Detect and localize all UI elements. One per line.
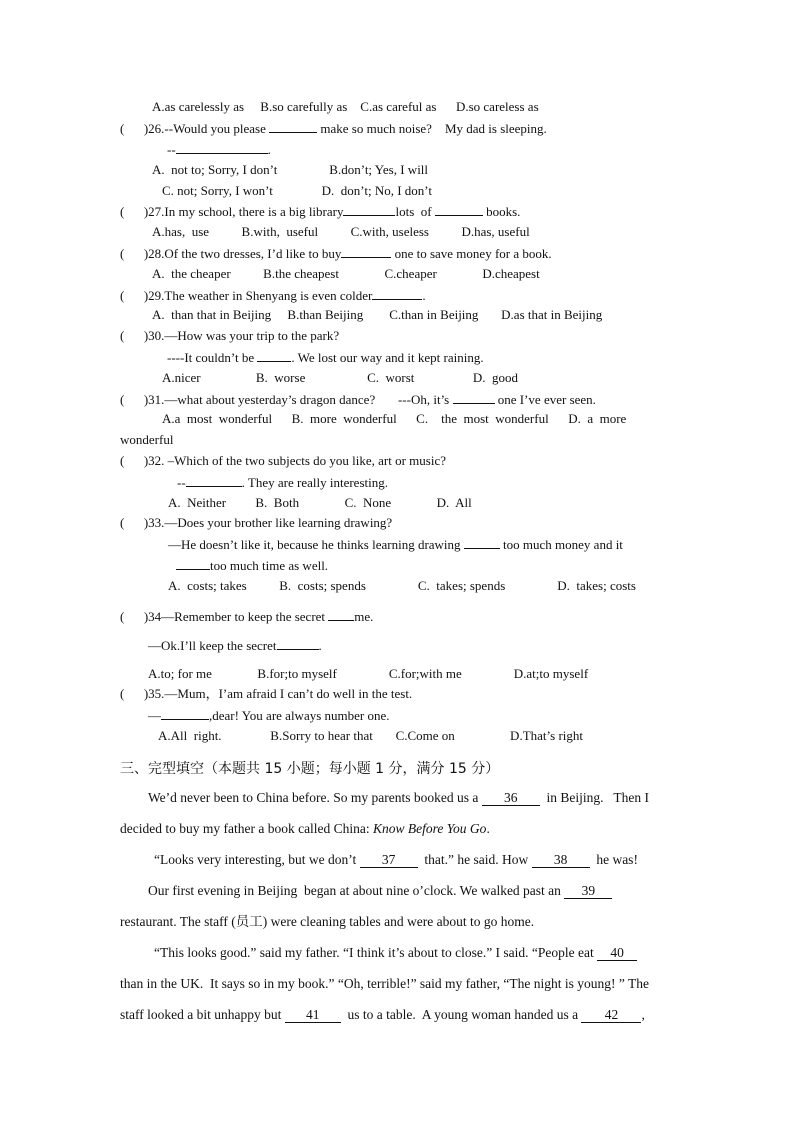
q26-reply: -- . [167,142,271,157]
q28-options: A. the cheaper B.the cheapest C.cheaper D.cheapest [152,266,540,281]
q34-options: A.to; for me B.for;to myself C.for;with me D.at;to myself [148,666,589,681]
blank-37[interactable]: 37 [360,853,418,868]
blank-36[interactable]: 36 [482,791,540,806]
passage-line-7: than in the UK. It says so in my book.” “Oh, terrible!” said my father, “The night is young! ” The [120,976,649,991]
q33-reply-b: too much time as well. [176,557,328,574]
q31-stem: ( )31.—what about yesterday’s dragon dance? ---Oh, it’s one I’ve ever seen. [120,392,596,407]
q35-stem: ( )35.—Mum，I’am afraid I can’t do well in the test. [120,686,413,701]
passage-line-1: We’d never been to China before. So my parents booked us a 36 in Beijing. Then I [148,790,649,805]
q29-options: A. than that in Beijing B.than Beijing C.than in Beijing D.as that in Beijing [152,307,603,322]
passage-line-3: “Looks very interesting, but we don’t 37 that.” he said. How 38 he was! [154,852,638,867]
section-title: 三、完型填空（本题共 15 小题；每小题 1 分，满分 15 分） [120,761,500,777]
q35-options: A.All right. B.Sorry to hear that C.Come on D.That’s right [158,728,583,743]
q32-options: A. Neither B. Both C. None D. All [168,495,472,510]
q28-stem: ( )28.Of the two dresses, I’d like to buy one to save money for a book. [120,246,552,261]
q34-stem: ( )34—Remember to keep the secret me. [120,609,374,624]
q26-options-b: C. not; Sorry, I won’t D. don’t; No, I don’t [162,183,432,198]
blank-39[interactable]: 39 [564,884,612,899]
passage-line-2: decided to buy my father a book called China: Know Before You Go. [120,821,490,836]
q30-options: A.nicer B. worse C. worst D. good [162,370,519,385]
q31-options-a: A.a most wonderful B. more wonderful C. the most wonderful D. a more [162,411,627,426]
passage-line-5: restaurant. The staff (员工) were cleaning tables and were about to go home. [120,914,535,929]
blank-38[interactable]: 38 [532,853,590,868]
blank-40[interactable]: 40 [597,946,637,961]
q31-options-b: wonderful [120,432,174,447]
q25-options: A.as carelessly as B.so carefully as C.as careful as D.so careless as [152,99,539,114]
passage-line-6: “This looks good.” said my father. “I think it’s about to close.” I said. “People eat 40 [154,945,637,961]
q33-reply-a: —He doesn’t like it, because he thinks learning drawing too much money and it [168,537,623,552]
q34-reply: —Ok.I’ll keep the secret . [148,638,322,653]
passage-line-4: Our first evening in Beijing began at about nine o’clock. We walked past an 39 [148,883,612,899]
passage-line-8: staff looked a bit unhappy but 41 us to a table. A young woman handed us a 42 , [120,1007,645,1022]
q33-options: A. costs; takes B. costs; spends C. takes; spends D. takes; costs [168,578,636,593]
q29-stem: ( )29.The weather in Shenyang is even colder . [120,288,426,303]
q32-reply: -- . They are really interesting. [177,475,388,490]
blank-41[interactable]: 41 [285,1008,341,1023]
q26-stem: ( )26.--Would you please make so much noise? My dad is sleeping. [120,121,547,136]
q30-reply: ----It couldn’t be . We lost our way and it kept raining. [167,350,484,365]
q26-options-a: A. not to; Sorry, I don’t B.don’t; Yes, I will [152,162,429,177]
q27-stem: ( )27.In my school, there is a big library lots of books. [120,204,521,219]
q27-options: A.has, use B.with, useful C.with, useless D.has, useful [152,224,530,239]
q33-stem: ( )33.—Does your brother like learning drawing? [120,515,393,530]
q35-reply: — ,dear! You are always number one. [148,708,390,723]
q30-stem: ( )30.—How was your trip to the park? [120,328,340,343]
blank-42[interactable]: 42 [581,1008,641,1023]
q32-stem: ( )32. –Which of the two subjects do you like, art or music? [120,453,447,468]
